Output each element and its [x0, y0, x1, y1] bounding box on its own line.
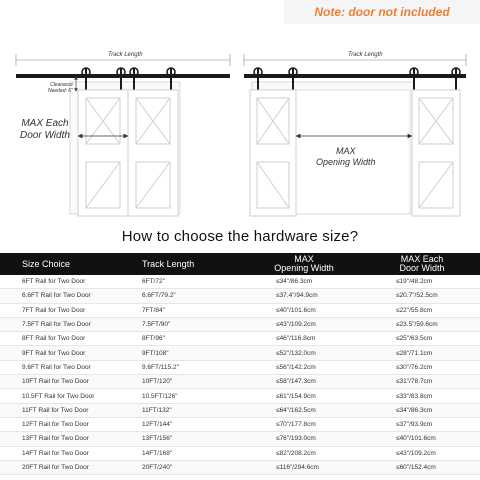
table-row — [0, 432, 480, 446]
cell-size: 9.6FT Rail for Two Door — [22, 363, 91, 371]
max-opening-label — [316, 146, 375, 168]
cell-door: ≤23.5"/59.6cm — [396, 321, 438, 329]
table-row — [0, 275, 480, 289]
cell-track: 6.6FT/79.2" — [142, 292, 176, 300]
cell-track: 12FT/144" — [142, 421, 173, 429]
cell-door: ≤22"/55.8cm — [396, 306, 433, 314]
max-each-line2: Door Width — [20, 130, 70, 141]
table-row — [0, 318, 480, 332]
cell-door: ≤43"/109.2cm — [396, 449, 436, 457]
table-row — [0, 418, 480, 432]
cell-door: ≤19"/48.2cm — [396, 278, 433, 286]
cell-size: 20FT Rail for Two Door — [22, 464, 89, 471]
cell-size: 10.5FT Rail for Two Door — [22, 392, 95, 400]
cell-track: 7FT/84" — [142, 306, 165, 314]
diagram-illustration — [0, 24, 480, 222]
cell-track: 11FT/132" — [142, 406, 172, 414]
cell-door: ≤37"/93.9cm — [396, 421, 433, 429]
table-row — [0, 389, 480, 403]
hardware-diagram — [0, 24, 480, 222]
max-each-door-label — [20, 118, 70, 142]
cell-size: 6FT Rail for Two Door — [22, 278, 86, 286]
max-open-line1: MAX — [335, 146, 356, 156]
cell-track: 9FT/108" — [142, 349, 169, 357]
cell-size: 9FT Rail for Two Door — [22, 349, 86, 357]
page-heading: How to choose the hardware size? — [121, 228, 359, 245]
cell-door: ≤20.7"/52.5cm — [396, 292, 438, 300]
cell-opening: ≤43"/109.2cm — [276, 321, 316, 329]
cell-opening: ≤34"/86.3cm — [276, 278, 313, 286]
cell-opening: ≤64"/162.5cm — [276, 406, 316, 414]
header-track: Track Length — [142, 258, 195, 269]
cell-door: ≤34"/86.3cm — [396, 406, 433, 414]
cell-size: 13FT Rail for Two Door — [22, 435, 89, 443]
cell-door: ≤33"/83.8cm — [396, 392, 433, 400]
cell-size: 7.5FT Rail for Two Door — [22, 321, 91, 329]
rail-right — [244, 74, 466, 78]
table-header — [0, 253, 480, 275]
header-door — [364, 255, 480, 273]
cell-size: 14FT Rail for Two Door — [22, 449, 89, 457]
cell-opening: ≤37.4"/94.9cm — [276, 292, 318, 300]
table-row — [0, 332, 480, 346]
header-opening-line2: Opening Width — [274, 263, 334, 273]
cell-opening: ≤76"/193.0cm — [276, 435, 316, 443]
table-row — [0, 304, 480, 318]
table-row — [0, 289, 480, 303]
cell-opening: ≤40"/101.6cm — [276, 306, 316, 314]
track-length-label-left: Track Length — [108, 52, 143, 58]
max-open-line2: Opening Width — [316, 157, 376, 167]
cell-door: ≤30"/76.2cm — [396, 363, 433, 371]
cell-door: ≤40"/101.6cm — [396, 435, 436, 443]
cell-track: 7.5FT/90" — [142, 321, 171, 329]
cell-size: 8FT Rail for Two Door — [22, 335, 86, 343]
cell-door: ≤28"/71.1cm — [396, 349, 433, 357]
cell-opening: ≤56"/142.2cm — [276, 363, 316, 371]
clearance-line2: Needed: 6" — [48, 88, 73, 94]
cell-door: ≤60"/152.4cm — [396, 464, 436, 471]
size-table — [0, 253, 480, 475]
cell-track: 10.5FT/126" — [142, 392, 178, 400]
cell-track: 9.6FT/115.2" — [142, 363, 179, 371]
clearance-line1: Clearance — [50, 82, 73, 88]
cell-size: 6.6FT Rail for Two Door — [22, 292, 91, 300]
cell-door: ≤31"/78.7cm — [396, 378, 433, 386]
header-size: Size Choice — [22, 258, 71, 269]
cell-opening: ≤82"/208.2cm — [276, 449, 316, 457]
table-row — [0, 346, 480, 360]
table-row — [0, 361, 480, 375]
cell-opening: ≤58"/147.3cm — [276, 378, 316, 386]
table-row — [0, 404, 480, 418]
table-row — [0, 461, 480, 475]
clearance-label — [48, 82, 73, 94]
max-each-line1: MAX Each — [21, 118, 69, 129]
cell-size: 11FT Rail for Two Door — [22, 406, 89, 414]
cell-size: 10FT Rail for Two Door — [22, 378, 89, 386]
header-opening — [244, 255, 364, 273]
table-body — [0, 275, 480, 475]
right-scene — [244, 54, 466, 216]
cell-opening: ≤70"/177.8cm — [276, 421, 316, 429]
cell-track: 20FT/240" — [142, 464, 173, 471]
table-row — [0, 447, 480, 461]
cell-size: 7FT Rail for Two Door — [22, 306, 86, 314]
cell-track: 10FT/120" — [142, 378, 173, 386]
cell-track: 13FT/156" — [142, 435, 173, 443]
cell-opening: ≤61"/154.9cm — [276, 392, 316, 400]
table-row — [0, 375, 480, 389]
header-door-line2: Door Width — [399, 263, 445, 273]
track-length-label-right: Track Length — [348, 52, 383, 58]
cell-opening: ≤46"/116.8cm — [276, 335, 316, 343]
header-door-line1: MAX Each — [400, 254, 444, 264]
cell-track: 8FT/96" — [142, 335, 165, 343]
cell-opening: ≤116"/294.6cm — [276, 464, 319, 471]
cell-size: 12FT Rail for Two Door — [22, 421, 89, 429]
note-banner: Note: door not included — [284, 0, 480, 24]
cell-opening: ≤52"/132.0cm — [276, 349, 316, 357]
cell-track: 6FT/72" — [142, 278, 165, 286]
header-opening-line1: MAX — [294, 254, 314, 264]
cell-track: 14FT/168" — [142, 449, 173, 457]
cell-door: ≤25"/63.5cm — [396, 335, 433, 343]
